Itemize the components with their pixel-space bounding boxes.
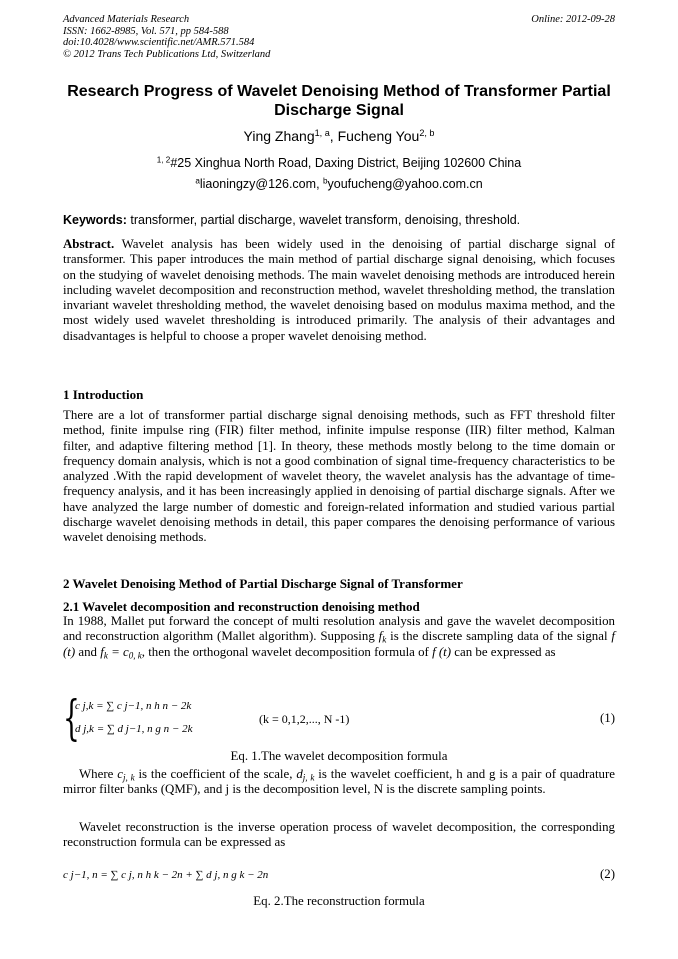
email-b: youfucheng@yahoo.com.cn xyxy=(327,177,483,191)
email-b-sup: b xyxy=(323,176,328,186)
equation-1 xyxy=(63,692,615,750)
sym-f2: f xyxy=(100,644,104,659)
equation-1-condition: (k = 0,1,2,..., N -1) xyxy=(259,712,350,726)
keywords-label: Keywords: xyxy=(63,213,127,227)
s21-text-a: In 1988, Mallet put forward the concept of multi resolution analysis and gave the wavelet decomposition and reconstruction algorithm (Mallet algorithm). Supposing xyxy=(63,614,615,644)
copyright: © 2012 Trans Tech Publications Ltd, Switzerland xyxy=(63,48,271,60)
email-a-sup: a xyxy=(195,176,200,186)
affiliation-sup: 1, 2 xyxy=(156,155,171,165)
sym-jk-sub: j, k xyxy=(122,772,135,783)
where-text-a: Where xyxy=(79,767,118,781)
equation-2-expression: c j−1, n = ∑ c j, n h k − 2n + ∑ d j, n g k − 2n xyxy=(63,869,269,881)
s21-text-c: and xyxy=(75,644,101,659)
where-text-b: is the coefficient of the scale, xyxy=(134,767,297,781)
abstract-label: Abstract. xyxy=(63,237,115,251)
doi: doi:10.4028/www.scientific.net/AMR.571.584 xyxy=(63,37,255,49)
paper-title: Research Progress of Wavelet Denoising Method of Transformer Partial Discharge Signal xyxy=(67,83,611,119)
section-2-1-heading: 2.1 Wavelet decomposition and reconstruction denoising method xyxy=(63,599,420,614)
abstract-text: Wavelet analysis has been widely used in the denoising of partial discharge signal of transformer. This paper introduces the main method of partial discharge signal denoising, which focuses on the studying of wavelet denoising methods. The main wavelet denoising methods are introduced herein including wavelet decomposition and reconstruction method, wavelet thresholding method, the translation invariant wavelet thresholding method, the wavelet denoising based on modulus maxima method, and the most widely used wavelet thresholding is introduced primarily. The analysis of their advantages and disadvantages is helpful to choose a proper wavelet denoising method. xyxy=(63,237,615,343)
sym-f-t-2: f (t) xyxy=(432,644,452,659)
s21-text-e: can be expressed as xyxy=(451,644,556,659)
author-2-sup: 2, b xyxy=(419,128,435,138)
author-separator: , xyxy=(329,128,338,144)
author-2-name: Fucheng You xyxy=(337,128,420,144)
sym-c-jk xyxy=(117,767,134,781)
equation-2-number: (2) xyxy=(599,867,615,881)
where-text-c: is the wavelet coefficient, h and g is a pair of quadrature mirror filter banks (QMF), and j is the decomposition level, N is the discrete sampling points. xyxy=(63,767,616,797)
affiliation xyxy=(0,156,678,170)
section-1-text: There are a lot of transformer partial discharge signal denoising methods, such as FFT threshold filter method, finite impulse ring (FIR) filter method, infinite impulse response (IIR) filter method, Kalman filter, and adaptive filtering method [1]. In theory, these methods mostly belong to the time domain or frequency domain analysis, which is not a good combination of signal time-frequency characteristics to be analyzed .With the rapid development of wavelet theory, the wavelet analysis has the advantage of time-frequency analysis, and it has been increasingly applied in denoising of partial discharge signals. After we have analyzed the large number of domestic and foreign-related information and studied various partial discharge wavelet denoising methods in detail, this paper compares the denoising performance of various wavelet denoising methods. xyxy=(63,408,615,545)
sym-0k-sub: 0, k xyxy=(128,650,142,661)
where-paragraph xyxy=(63,767,615,798)
issn: ISSN: 1662-8985, Vol. 571, pp 584-588 xyxy=(63,25,229,37)
author-1-name: Ying Zhang xyxy=(243,128,315,144)
sym-k-sub-2: k xyxy=(103,650,108,661)
equation-1-number: (1) xyxy=(599,711,615,725)
s21-text-b: is the discrete sampling data of the signal xyxy=(386,629,612,644)
section-1-heading: 1 Introduction xyxy=(63,387,144,402)
abstract xyxy=(63,237,615,344)
emails xyxy=(0,177,678,191)
sym-eq-rhs: = c xyxy=(107,644,129,659)
online-date: Online: 2012-09-28 xyxy=(531,14,615,25)
email-separator: , xyxy=(316,177,324,191)
journal-name: Advanced Materials Research xyxy=(63,14,190,25)
reconstruction-paragraph: Wavelet reconstruction is the inverse operation process of wavelet decomposition, the corresponding reconstruction formula can be expressed as xyxy=(63,820,615,850)
affiliation-text: #25 Xinghua North Road, Daxing District, Beijing 102600 China xyxy=(170,156,522,170)
sym-k-sub: k xyxy=(382,635,387,645)
email-a: liaoningzy@126.com xyxy=(199,177,317,191)
keywords xyxy=(63,213,623,227)
equation-1-caption: Eq. 1.The wavelet decomposition formula xyxy=(230,749,448,763)
section-2-heading: 2 Wavelet Denoising Method of Partial Discharge Signal of Transformer xyxy=(63,576,463,591)
equation-2 xyxy=(63,866,615,888)
sym-c: c xyxy=(117,767,123,781)
sym-d-jk xyxy=(296,767,314,781)
equation-1-line-1: c j,k = ∑ c j−1, n h n − 2k xyxy=(75,700,192,712)
authors xyxy=(0,128,678,144)
sym-f-t: f (t) xyxy=(63,629,615,659)
equation-1-line-2: d j,k = ∑ d j−1, n g n − 2k xyxy=(75,723,193,735)
s21-text-d: , then the orthogonal wavelet decomposition formula of xyxy=(141,644,433,659)
sym-d: d xyxy=(296,767,303,781)
sym-f: f xyxy=(378,629,383,644)
sym-jk-sub-2: j, k xyxy=(302,772,315,783)
section-2-1-text xyxy=(63,614,615,660)
equation-brace: { xyxy=(63,690,80,746)
author-1-sup: 1, a xyxy=(314,128,330,138)
journal-header xyxy=(63,14,270,60)
keywords-text: transformer, partial discharge, wavelet transform, denoising, threshold. xyxy=(126,213,521,227)
equation-2-caption: Eq. 2.The reconstruction formula xyxy=(253,894,425,908)
sym-fk-eq xyxy=(100,645,142,659)
